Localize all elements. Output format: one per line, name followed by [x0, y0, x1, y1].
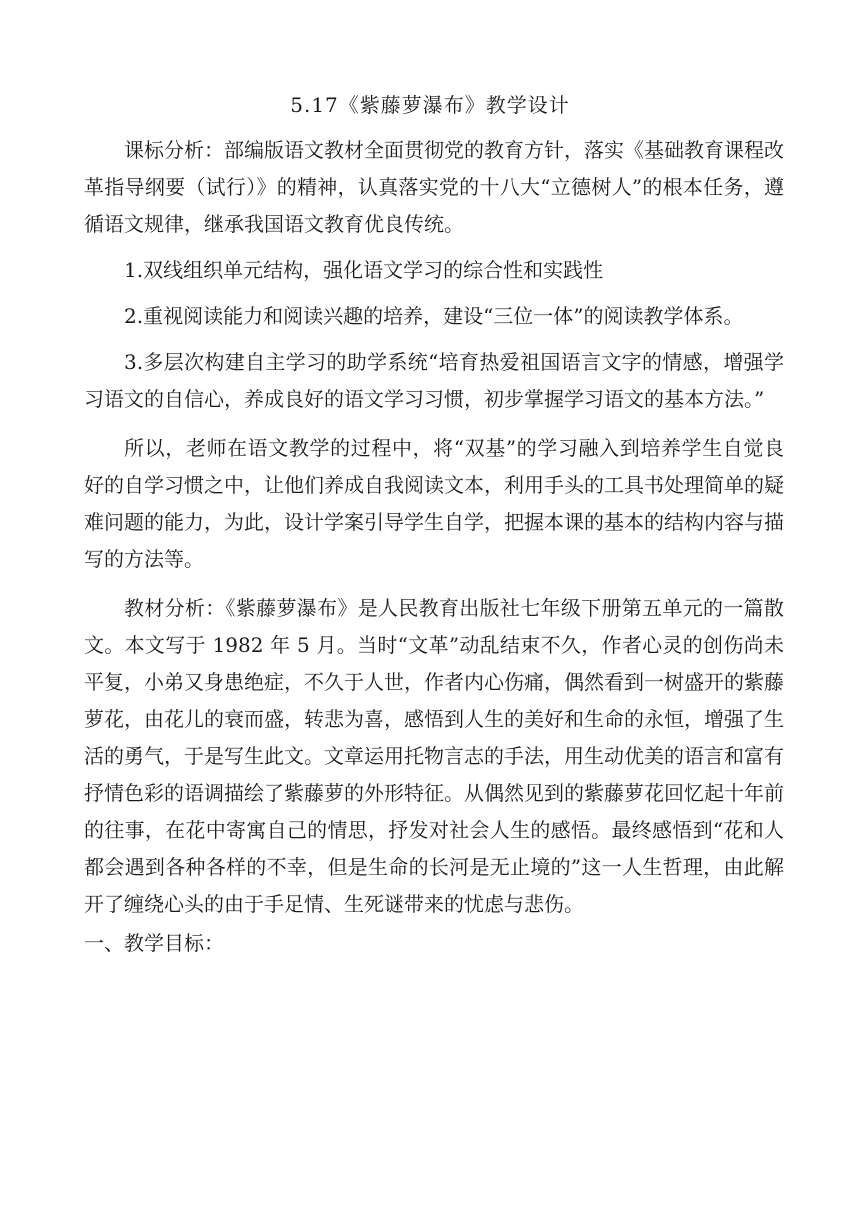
section-heading: 一、教学目标：	[84, 931, 224, 955]
document-body	[84, 132, 784, 962]
body-paragraph: 所以，老师在语文教学的过程中，将“双基”的学习融入到培养学生自觉良好的自学习惯之中，让他们养成自我阅读文本，利用手头的工具书处理简单的疑难问题的能力，为此，设计学案引导学生自学，把握本课的基本的结构内容与描写的方法等。	[84, 436, 784, 571]
list-item: 2.重视阅读能力和阅读兴趣的培养，建设“三位一体”的阅读教学体系。	[124, 304, 744, 328]
textbook-analysis-paragraph: 教材分析：《紫藤萝瀑布》是人民教育出版社七年级下册第五单元的一篇散文。本文写于 1982 年 5 月。当时“文革”动乱结束不久，作者心灵的创伤尚未平复，小弟又身患绝症，不久于人世，作者内心伤痛，偶然看到一树盛开的紫藤萝花，由花儿的衰而盛，转悲为喜，感悟到人生的美好和生命的永恒，增强了生活的勇气，于是写生此文。文章运用托物言志的手法，用生动优美的语言和富有抒情色彩的语调描绘了紫藤萝的外形特征。从偶然见到的紫藤萝花回忆起十年前的往事，在花中寄寓自己的情思，抒发对社会人生的感悟。最终感悟到“花和人都会遇到各种各样的不幸，但是生命的长河是无止境的”这一人生哲理，由此解开了缠绕心头的由于手足情、生死谜带来的忧虑与悲伤。	[84, 596, 784, 916]
list-item: 3.多层次构建自主学习的助学系统“培育热爱祖国语言文字的情感，增强学习语文的自信心，养成良好的语文学习习惯，初步掌握学习语文的基本方法。”	[84, 350, 784, 411]
list-item: 1.双线组织单元结构，强化语文学习的综合性和实践性	[124, 258, 604, 282]
curriculum-analysis-paragraph: 课标分析：部编版语文教材全面贯彻党的教育方针，落实《基础教育课程改革指导纲要（试行）》的精神，认真落实党的十八大“立德树人”的根本任务，遵循语文规律，继承我国语文教育优良传统。	[84, 138, 784, 236]
page-title: 5.17《紫藤萝瀑布》教学设计	[290, 93, 570, 117]
